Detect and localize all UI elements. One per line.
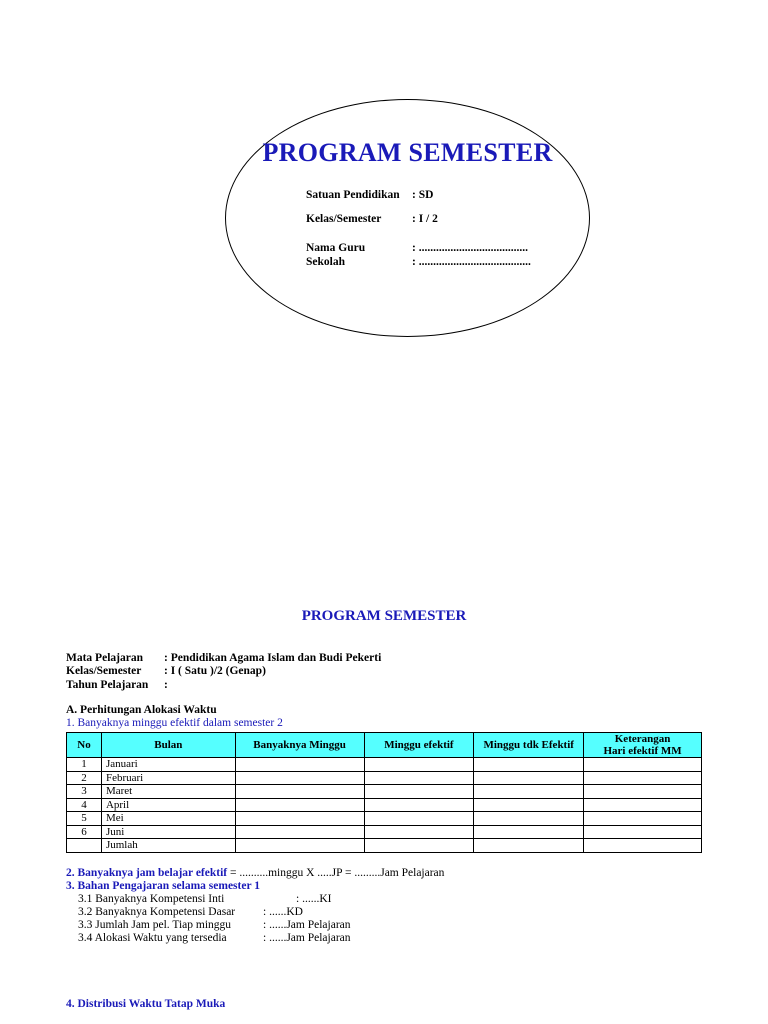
meta-tahun-pelajaran <box>66 679 168 691</box>
cell-empty <box>364 812 474 826</box>
cell-empty <box>584 798 702 812</box>
table-header-row <box>67 733 702 758</box>
sub-item-3-3-value: : ......Jam Pelajaran <box>263 919 351 931</box>
cover-label: Nama Guru <box>306 242 366 254</box>
page2-title: PROGRAM SEMESTER <box>301 608 467 624</box>
section-a-heading: A. Perhitungan Alokasi Waktu <box>66 704 217 716</box>
cell-empty <box>584 839 702 853</box>
sub-item-3-2-value: : ......KD <box>263 906 303 918</box>
item-3-heading: 3. Bahan Pengajaran selama semester 1 <box>66 880 260 892</box>
cell-bulan: Jumlah <box>101 839 235 853</box>
meta-kelas-semester <box>66 665 266 677</box>
cell-empty <box>235 825 364 839</box>
header-bulan: Bulan <box>101 733 235 758</box>
cover-row-sekolah <box>306 256 531 268</box>
item-2-line <box>66 867 444 879</box>
cell-empty <box>235 839 364 853</box>
item-1-heading: 1. Banyaknya minggu efektif dalam semester 2 <box>66 717 283 729</box>
cover-value: : I / 2 <box>412 213 438 225</box>
cell-empty <box>364 758 474 772</box>
table-row-total <box>67 839 702 853</box>
sub-item-3-4-value: : ......Jam Pelajaran <box>263 932 351 944</box>
cell-bulan: Mei <box>101 812 235 826</box>
meta-label: Mata Pelajaran <box>66 652 143 664</box>
meta-value: : Pendidikan Agama Islam dan Budi Pekerti <box>164 652 382 664</box>
item-4-heading: 4. Distribusi Waktu Tatap Muka <box>66 998 226 1010</box>
cell-no: 4 <box>67 798 102 812</box>
cell-empty <box>474 785 584 799</box>
header-keterangan <box>584 733 702 758</box>
meta-label: Kelas/Semester <box>66 665 142 677</box>
cell-empty <box>235 812 364 826</box>
cover-title: PROGRAM SEMESTER <box>262 138 553 167</box>
cell-empty <box>364 839 474 853</box>
header-keterangan-line2: Hari efektif MM <box>603 745 682 757</box>
cell-bulan: Januari <box>101 758 235 772</box>
table-row <box>67 785 702 799</box>
sub-item-3-1-label: 3.1 Banyaknya Kompetensi Inti <box>78 893 225 905</box>
cover-label: Kelas/Semester <box>306 213 382 225</box>
header-banyaknya-minggu: Banyaknya Minggu <box>235 733 364 758</box>
table-row <box>67 825 702 839</box>
table-row <box>67 771 702 785</box>
cell-empty <box>474 825 584 839</box>
cell-no: 6 <box>67 825 102 839</box>
meta-mata-pelajaran <box>66 652 381 664</box>
cell-empty <box>584 785 702 799</box>
header-minggu-efektif: Minggu efektif <box>364 733 474 758</box>
cover-row-kelas <box>306 213 438 225</box>
cell-bulan: April <box>101 798 235 812</box>
sub-item-3-2-label: 3.2 Banyaknya Kompetensi Dasar <box>78 906 236 918</box>
cover-value: : ...................................... <box>412 242 528 254</box>
cell-bulan: Februari <box>101 771 235 785</box>
header-no: No <box>67 733 102 758</box>
cell-empty <box>235 785 364 799</box>
cell-empty <box>584 771 702 785</box>
cell-no: 5 <box>67 812 102 826</box>
meta-label: Tahun Pelajaran <box>66 679 149 691</box>
cell-empty <box>364 771 474 785</box>
sub-item-3-4-label: 3.4 Alokasi Waktu yang tersedia <box>78 932 227 944</box>
cover-value: : SD <box>412 189 434 201</box>
sub-item-3-3-label: 3.3 Jumlah Jam pel. Tiap minggu <box>78 919 232 931</box>
cover-value: : ....................................... <box>412 256 531 268</box>
cell-empty <box>364 785 474 799</box>
table-row <box>67 812 702 826</box>
cell-empty <box>364 825 474 839</box>
cell-empty <box>474 839 584 853</box>
table-row <box>67 758 702 772</box>
cell-no: 2 <box>67 771 102 785</box>
cell-empty <box>235 798 364 812</box>
meta-value: : <box>164 679 168 691</box>
cell-empty <box>364 798 474 812</box>
cell-empty <box>584 758 702 772</box>
cover-label: Satuan Pendidikan <box>306 189 400 201</box>
cell-empty <box>474 798 584 812</box>
header-keterangan-line1: Keterangan <box>614 733 671 745</box>
cell-empty <box>474 812 584 826</box>
cell-empty <box>584 825 702 839</box>
cover-row-nama-guru <box>306 242 528 254</box>
cell-empty <box>235 758 364 772</box>
cell-bulan: Maret <box>101 785 235 799</box>
cover-row-satuan <box>306 189 433 201</box>
header-minggu-tdk-efektif: Minggu tdk Efektif <box>474 733 584 758</box>
sub-item-3-1-value: : ......KI <box>296 893 332 905</box>
cover-label: Sekolah <box>306 256 345 268</box>
meta-value: : I ( Satu )/2 (Genap) <box>164 665 266 677</box>
cell-bulan: Juni <box>101 825 235 839</box>
cell-no: 1 <box>67 758 102 772</box>
table-row <box>67 798 702 812</box>
item-2-value: = ..........minggu X .....JP = .........Jam Pelajaran <box>227 867 445 879</box>
item-2-label: 2. Banyaknya jam belajar efektif <box>66 867 228 879</box>
cell-empty <box>474 758 584 772</box>
cell-no: 3 <box>67 785 102 799</box>
cell-empty <box>474 771 584 785</box>
cell-no <box>67 839 102 853</box>
effective-weeks-table <box>66 732 702 853</box>
cell-empty <box>584 812 702 826</box>
cell-empty <box>235 771 364 785</box>
